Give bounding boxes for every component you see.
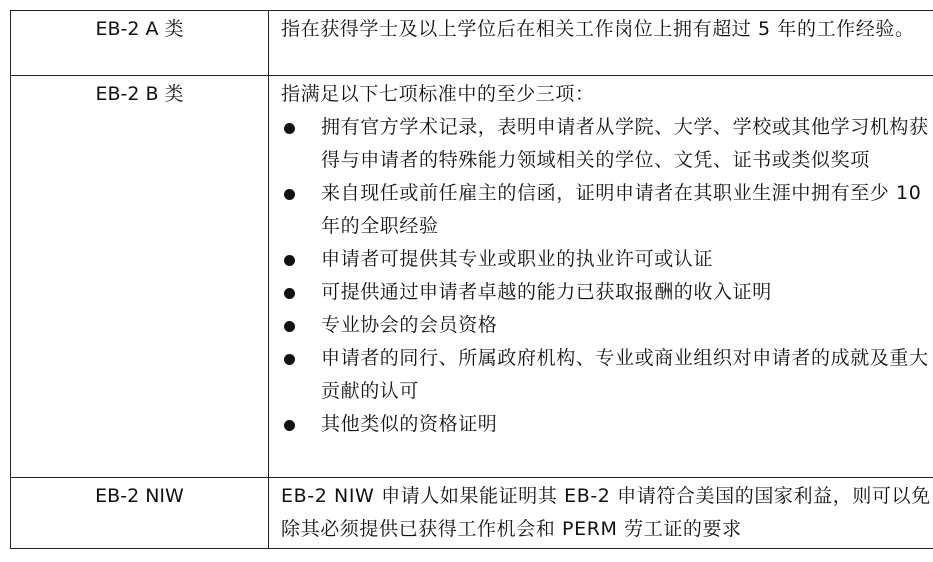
category-cell: EB-2 B 类 <box>11 76 269 478</box>
list-item <box>281 342 933 408</box>
list-item-text: 申请者的同行、所属政府机构、专业或商业组织对申请者的成就及重大贡献的认可 <box>321 347 929 402</box>
bullet-icon <box>284 255 295 266</box>
list-item-text: 其他类似的资格证明 <box>321 413 498 435</box>
bullet-icon <box>284 288 295 299</box>
bullet-icon <box>284 321 295 332</box>
list-item <box>281 111 933 177</box>
list-item <box>281 276 933 309</box>
list-item <box>281 309 933 342</box>
bullet-icon <box>284 354 295 365</box>
category-cell: EB-2 A 类 <box>11 11 269 76</box>
list-item-text: 申请者可提供其专业或职业的执业许可或认证 <box>321 248 714 270</box>
description-cell <box>269 76 933 478</box>
list-item <box>281 177 933 243</box>
table-row <box>11 478 933 549</box>
list-item-text: 可提供通过申请者卓越的能力已获取报酬的收入证明 <box>321 281 772 303</box>
criteria-list <box>281 111 933 441</box>
eb2-category-table <box>10 10 933 549</box>
bullet-icon <box>284 420 295 431</box>
table-row <box>11 76 933 478</box>
description-cell: EB-2 NIW 申请人如果能证明其 EB-2 申请符合美国的国家利益，则可以免除其必须提供已获得工作机会和 PERM 劳工证的要求 <box>269 478 933 549</box>
list-item-text: 来自现任或前任雇主的信函，证明申请者在其职业生涯中拥有至少 10 年的全职经验 <box>321 182 922 237</box>
description-cell: 指在获得学士及以上学位后在相关工作岗位上拥有超过 5 年的工作经验。 <box>269 11 933 76</box>
criteria-intro: 指满足以下七项标准中的至少三项： <box>281 83 595 105</box>
list-item <box>281 243 933 276</box>
category-cell: EB-2 NIW <box>11 478 269 549</box>
bullet-icon <box>284 123 295 134</box>
bullet-icon <box>284 189 295 200</box>
table-row <box>11 11 933 76</box>
list-item-text: 专业协会的会员资格 <box>321 314 498 336</box>
list-item <box>281 408 933 441</box>
list-item-text: 拥有官方学术记录，表明申请者从学院、大学、学校或其他学习机构获得与申请者的特殊能力领域相关的学位、文凭、证书或类似奖项 <box>321 116 929 171</box>
